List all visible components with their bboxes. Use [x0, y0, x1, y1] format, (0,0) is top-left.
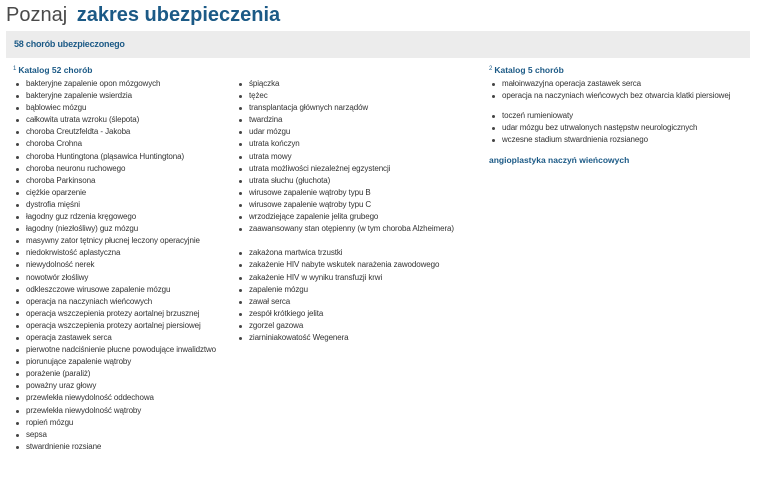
page-title-bold: zakres ubezpieczenia: [76, 4, 281, 26]
disease-list-item: ziarniniakowatość Wegenera: [236, 332, 454, 344]
disease-list-item: utrata możliwości niezależnej egzystencji: [236, 163, 454, 175]
disease-list-item: zapalenie mózgu: [236, 284, 454, 296]
disease-list-item: tężec: [236, 90, 454, 102]
catalog-5-list-b: [489, 110, 730, 146]
catalog-52-list-2b: [236, 247, 454, 344]
disease-list-item: choroba Creutzfeldta - Jakoba: [13, 126, 216, 138]
catalog-52-column-2: [236, 78, 454, 344]
catalog-52-list-1: [13, 78, 216, 453]
catalog-52-footnote-marker: 1: [13, 66, 17, 72]
disease-list-item: udar mózgu bez utrwalonych następstw neurologicznych: [489, 122, 730, 134]
disease-list-item: śpiączka: [236, 78, 454, 90]
catalog-5-footnote-marker: 2: [489, 66, 493, 72]
disease-list-item: wrzodziejące zapalenie jelita grubego: [236, 211, 454, 223]
summary-band: [6, 31, 750, 58]
disease-list-item: odkleszczowe wirusowe zapalenie mózgu: [13, 284, 216, 296]
disease-list-item: zaawansowany stan otępienny (w tym choroba Alzheimera): [236, 223, 454, 235]
disease-list-item: wirusowe zapalenie wątroby typu B: [236, 187, 454, 199]
disease-list-item: choroba Parkinsona: [13, 175, 216, 187]
disease-list-item: przewlekła niewydolność wątroby: [13, 405, 216, 417]
disease-list-item: piorunujące zapalenie wątroby: [13, 356, 216, 368]
disease-list-item: operacja wszczepienia protezy aortalnej brzusznej: [13, 308, 216, 320]
disease-list-item: choroba Huntingtona (pląsawica Huntingtona): [13, 151, 216, 163]
disease-list-item: zakażona martwica trzustki: [236, 247, 454, 259]
disease-list-item: operacja zastawek serca: [13, 332, 216, 344]
disease-list-item: choroba Crohna: [13, 138, 216, 150]
disease-list-item: zespół krótkiego jelita: [236, 308, 454, 320]
disease-list-item: pierwotne nadciśnienie płucne powodujące inwalidztwo: [13, 344, 216, 356]
disease-list-item: zakażenie HIV w wyniku transfuzji krwi: [236, 272, 454, 284]
page-title: [6, 2, 280, 28]
disease-list-item: porażenie (paraliż): [13, 368, 216, 380]
disease-list-item: nowotwór złośliwy: [13, 272, 216, 284]
disease-list-item: przewlekła niewydolność oddechowa: [13, 392, 216, 404]
disease-list-item: bakteryjne zapalenie wsierdzia: [13, 90, 216, 102]
summary-band-label: 58 chorób ubezpieczonego: [14, 39, 125, 49]
disease-list-item: niedokrwistość aplastyczna: [13, 247, 216, 259]
catalog-5-title: Katalog 5 chorób: [494, 65, 564, 75]
disease-list-item: zakażenie HIV nabyte wskutek narażenia zawodowego: [236, 259, 454, 271]
disease-list-item: choroba neuronu ruchowego: [13, 163, 216, 175]
disease-list-item: ropień mózgu: [13, 417, 216, 429]
angioplasty-link[interactable]: angioplastyka naczyń wieńcowych: [489, 155, 630, 166]
disease-list-item: poważny uraz głowy: [13, 380, 216, 392]
disease-list-item: zawał serca: [236, 296, 454, 308]
disease-list-item: operacja na naczyniach wieńcowych bez otwarcia klatki piersiowej: [489, 90, 730, 102]
disease-list-item: bakteryjne zapalenie opon mózgowych: [13, 78, 216, 90]
disease-list-item: wirusowe zapalenie wątroby typu C: [236, 199, 454, 211]
page-title-light: Poznaj: [6, 4, 68, 26]
disease-list-item: toczeń rumieniowaty: [489, 110, 730, 122]
disease-list-item: wczesne stadium stwardnienia rozsianego: [489, 134, 730, 146]
disease-list-item: łagodny guz rdzenia kręgowego: [13, 211, 216, 223]
disease-list-item: utrata słuchu (głuchota): [236, 175, 454, 187]
disease-list-item: stwardnienie rozsiane: [13, 441, 216, 453]
disease-list-item: operacja wszczepienia protezy aortalnej piersiowej: [13, 320, 216, 332]
disease-list-item: całkowita utrata wzroku (ślepota): [13, 114, 216, 126]
disease-list-item: udar mózgu: [236, 126, 454, 138]
catalog-52-title: Katalog 52 chorób: [18, 65, 93, 75]
disease-list-item: utrata kończyn: [236, 138, 454, 150]
disease-list-item: małoinwazyjna operacja zastawek serca: [489, 78, 730, 90]
disease-list-item: utrata mowy: [236, 151, 454, 163]
catalog-52-list-2a: [236, 78, 454, 235]
disease-list-item: dystrofia mięśni: [13, 199, 216, 211]
catalog-5-list-a: [489, 78, 730, 102]
disease-list-item: operacja na naczyniach wieńcowych: [13, 296, 216, 308]
disease-list-item: bąblowiec mózgu: [13, 102, 216, 114]
disease-list-item: ciężkie oparzenie: [13, 187, 216, 199]
disease-list-item: masywny zator tętnicy płucnej leczony operacyjnie: [13, 235, 216, 247]
catalog-5-column: [489, 63, 730, 166]
disease-list-item: zgorzel gazowa: [236, 320, 454, 332]
disease-list-item: łagodny (niezłośliwy) guz mózgu: [13, 223, 216, 235]
disease-list-item: transplantacja głównych narządów: [236, 102, 454, 114]
catalog-52-heading: [13, 63, 216, 75]
catalog-52-column-1: [13, 63, 216, 453]
disease-list-item: niewydolność nerek: [13, 259, 216, 271]
catalog-5-heading: [489, 63, 730, 75]
disease-list-item: sepsa: [13, 429, 216, 441]
disease-list-item: twardzina: [236, 114, 454, 126]
